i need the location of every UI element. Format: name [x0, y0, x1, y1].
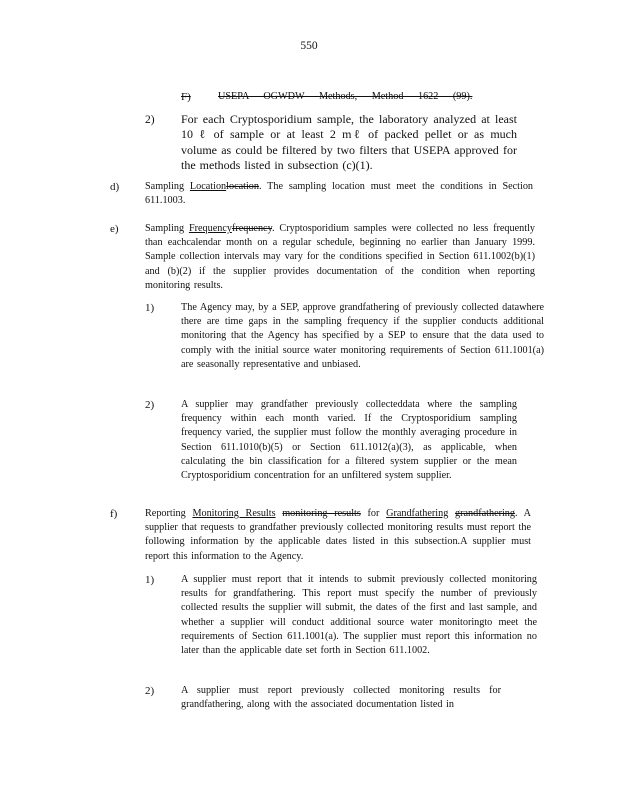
paragraph-d: Sampling Locationlocation. The sampling location must meet the conditions in Section 611.1003. — [145, 181, 534, 207]
paragraph-c2: For each Cryptosporidium sample, the laboratory analyzed at least 10 ℓ of sample or at least 2 mℓ of packed pellet or as much volume as could be filtered by two filters that USEPA approved for the methods listed in subsection (c)(1). — [181, 112, 517, 173]
deleted-text: frequency — [231, 223, 273, 234]
paragraph-e: Sampling Frequencyfrequency. Cryptosporidium samples were collected no less frequently than eachcalendar month on a regular schedule, beginning no earlier than January 1999. Sample collection intervals may vary for the conditions specified in Section 611.1002(b)(1) and (b)(2) if the supplier provides documentation of the condition when reporting monitoring results. — [145, 223, 535, 291]
inserted-text: Location — [189, 181, 227, 192]
inserted-text: Grandfathering — [386, 508, 449, 519]
inserted-text: Monitoring Results — [192, 508, 276, 519]
item-label: d) — [110, 181, 120, 193]
deleted-text: location — [226, 181, 259, 192]
item-label: 2) — [145, 685, 155, 697]
deleted-text: grandfathering — [455, 508, 515, 519]
item-label: 1) — [145, 574, 155, 586]
paragraph-f2: A supplier must report previously collected monitoring results for grandfathering, along with the associated documentation listed in — [181, 685, 501, 711]
inserted-text: Frequency — [188, 223, 232, 234]
item-label: 2) — [145, 114, 155, 126]
item-label: 2) — [145, 399, 155, 411]
item-label: e) — [110, 223, 119, 235]
item-label: 1) — [145, 302, 155, 314]
page-number: 550 — [300, 40, 318, 52]
deleted-text: monitoring results — [282, 508, 361, 519]
item-label: f) — [110, 508, 118, 520]
struck-method-line: USEPA OGWDW Methods, Method 1622 (99). — [218, 91, 473, 102]
paragraph-e2: A supplier may grandfather previously collecteddata where the sampling frequency within each month varied. If the Cryptosporidium sampling frequency varied, the supplier must follow the monthly averaging procedure in Section 611.1010(b)(5) or Section 611.1012(a)(3), as applicable, when calculating the bin classification for a filtered system supplier or the mean Cryptosporidium concentration for an unfiltered system supplier. — [181, 399, 517, 482]
paragraph-f1: A supplier must report that it intends to submit previously collected monitoring results for grandfathering. This report must specify the number of previously collected results the supplier will submit, the dates of the first and last sample, and whether a supplier will conduct additional source water monitoringto meet the requirements of Section 611.1001(a). The supplier must report this information no later than the applicable date set forth in Section 611.1002. — [181, 574, 537, 657]
item-label: F) — [181, 91, 191, 103]
paragraph-f: Reporting Monitoring Results monitoring results for Grandfathering grandfathering. A supplier that requests to grandfather previously collected monitoring results must report the following information by the applicable dates listed in this subsection.A supplier must report this information to the Agency. — [145, 508, 532, 562]
paragraph-e1: The Agency may, by a SEP, approve grandfathering of previously collected datawhere there are time gaps in the sampling frequency if the supplier conducts additional monitoring that the Agency has specified by a SEP to ensure that the data used to comply with the initial source water monitoring requirements of Section 611.1001(a) are seasonally representative and unbiased. — [181, 302, 544, 370]
